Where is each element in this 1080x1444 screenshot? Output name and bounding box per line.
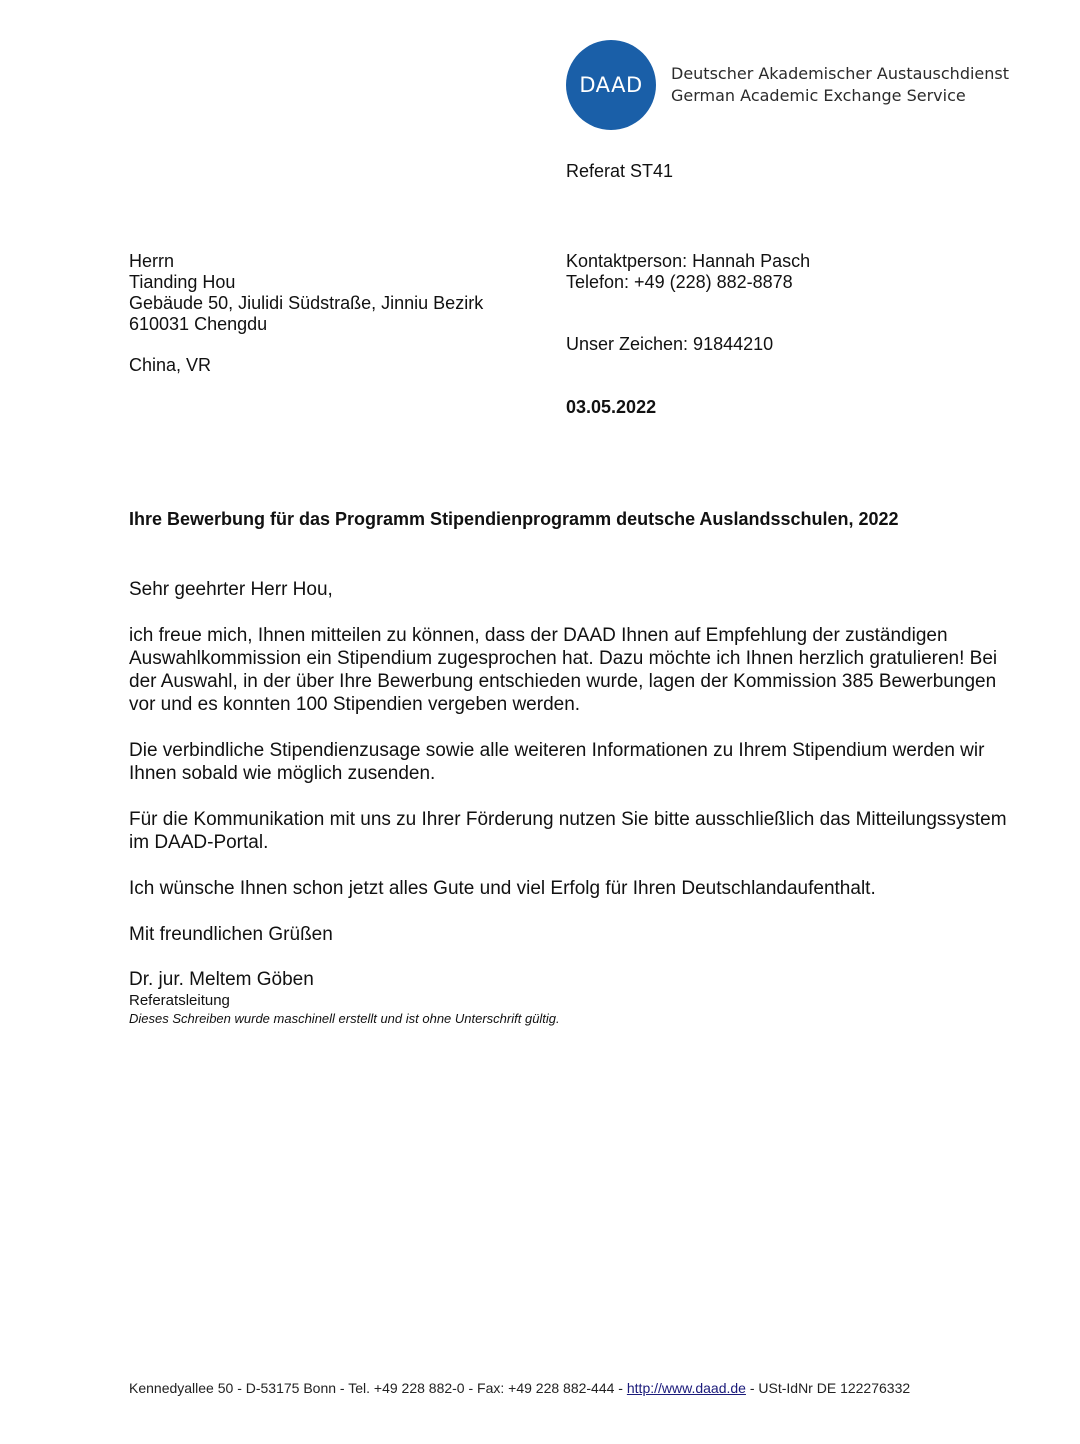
recipient-name: Tianding Hou xyxy=(129,272,236,292)
letter-date: 03.05.2022 xyxy=(566,397,657,417)
department: Referat ST41 xyxy=(566,161,674,181)
signature-note: Dieses Schreiben wurde maschinell erstellt und ist ohne Unterschrift gültig. xyxy=(129,1011,560,1026)
signatory-name: Dr. jur. Meltem Göben xyxy=(129,969,314,990)
paragraph-4: Ich wünsche Ihnen schon jetzt alles Gute und viel Erfolg für Ihren Deutschlandaufenthalt. xyxy=(129,878,876,899)
footer xyxy=(129,1380,910,1396)
recipient-street: Gebäude 50, Jiulidi Südstraße, Jinniu Bezirk xyxy=(129,293,484,313)
organization-name-en: German Academic Exchange Service xyxy=(671,86,966,105)
greeting: Sehr geehrter Herr Hou, xyxy=(129,579,333,600)
paragraph-2: Die verbindliche Stipendienzusage sowie alle weiteren Informationen zu Ihrem Stipendium werden wir Ihnen sobald wie möglich zusenden. xyxy=(129,740,985,784)
letter-subject: Ihre Bewerbung für das Programm Stipendienprogramm deutsche Auslandsschulen, 2022 xyxy=(129,509,899,529)
signatory-role: Referatsleitung xyxy=(129,992,230,1009)
logo-text: DAAD xyxy=(579,73,643,97)
recipient-salutation: Herrn xyxy=(129,251,175,271)
organization-name xyxy=(671,63,1009,107)
contact-person: Kontaktperson: Hannah Pasch xyxy=(566,251,811,271)
closing: Mit freundlichen Grüßen xyxy=(129,924,333,945)
reference-number: Unser Zeichen: 91844210 xyxy=(566,334,774,354)
paragraph-3: Für die Kommunikation mit uns zu Ihrer Förderung nutzen Sie bitte ausschließlich das Mitteilungssystem im DAAD-Portal. xyxy=(129,809,1007,853)
phone-number: Telefon: +49 (228) 882-8878 xyxy=(566,272,793,292)
recipient-city: 610031 Chengdu xyxy=(129,314,268,334)
footer-address: Kennedyallee 50 - D-53175 Bonn - Tel. +49 228 882-0 - Fax: +49 228 882-444 - xyxy=(129,1380,627,1396)
paragraph-1: ich freue mich, Ihnen mitteilen zu können, dass der DAAD Ihnen auf Empfehlung der zuständigen Auswahlkommission ein Stipendium zugesprochen hat. Dazu möchte ich Ihnen herzlich gratulieren! Bei der Auswahl, in der über Ihre Bewerbung entschieden wurde, lagen der Kommission 385 Bewerbungen vor und es konnten 100 Stipendien vergeben werden. xyxy=(129,625,998,715)
recipient-country: China, VR xyxy=(129,355,212,375)
organization-name-de: Deutscher Akademischer Austauschdienst xyxy=(671,64,1010,83)
footer-website-link[interactable]: http://www.daad.de xyxy=(626,1380,746,1396)
footer-vat: - USt-IdNr DE 122276332 xyxy=(745,1380,911,1396)
daad-logo xyxy=(566,40,656,130)
